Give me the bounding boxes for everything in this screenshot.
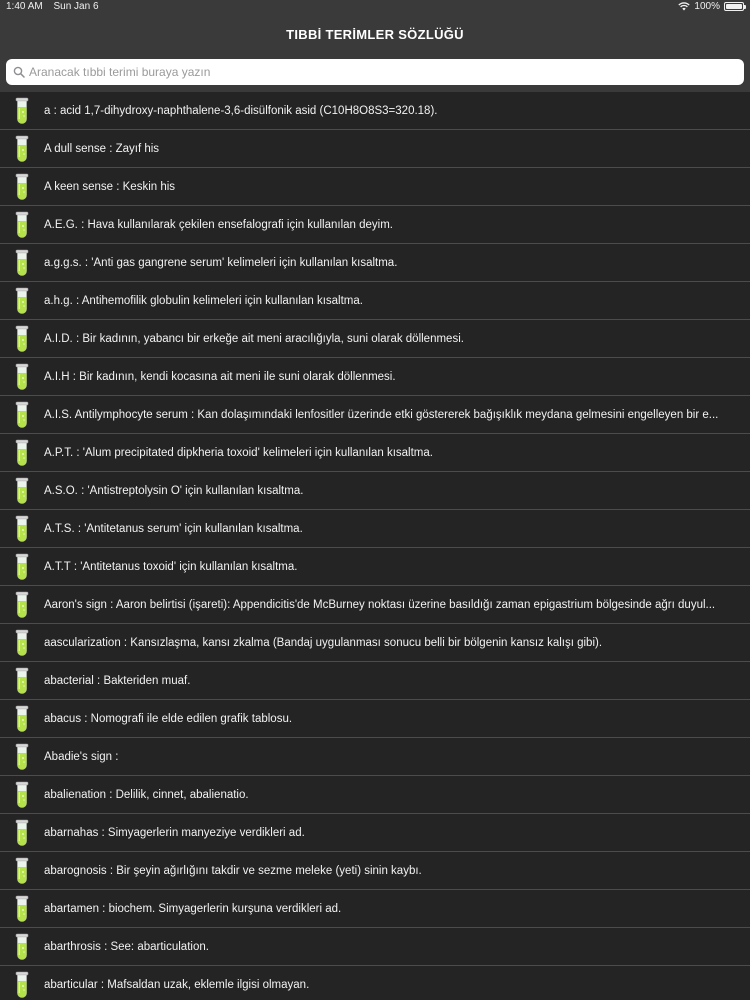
term-row[interactable]: [0, 130, 750, 168]
term-row[interactable]: [0, 282, 750, 320]
term-row[interactable]: [0, 890, 750, 928]
term-text: A.T.T : 'Antitetanus toxoid' için kullanılan kısaltma.: [44, 560, 298, 573]
search-field[interactable]: [6, 59, 744, 85]
term-row[interactable]: [0, 700, 750, 738]
term-list[interactable]: [0, 92, 750, 1000]
battery-icon: [724, 2, 744, 11]
term-text: a.h.g. : Antihemofilik globulin kelimeleri için kullanılan kısaltma.: [44, 294, 363, 307]
test-tube-icon: [15, 895, 29, 923]
test-tube-icon: [15, 705, 29, 733]
term-row[interactable]: [0, 434, 750, 472]
term-text: A.I.H : Bir kadının, kendi kocasına ait meni ile suni olarak döllenmesi.: [44, 370, 396, 383]
term-text: A.P.T. : 'Alum precipitated dipkheria toxoid' kelimeleri için kullanılan kısaltma.: [44, 446, 433, 459]
test-tube-icon: [15, 515, 29, 543]
status-right: [678, 1, 744, 12]
test-tube-icon: [15, 325, 29, 353]
test-tube-icon: [15, 97, 29, 125]
term-row[interactable]: [0, 92, 750, 130]
test-tube-icon: [15, 629, 29, 657]
term-text: A.T.S. : 'Antitetanus serum' için kullanılan kısaltma.: [44, 522, 303, 535]
test-tube-icon: [15, 477, 29, 505]
term-text: A keen sense : Keskin his: [44, 180, 176, 193]
term-row[interactable]: [0, 662, 750, 700]
term-row[interactable]: [0, 966, 750, 1000]
battery-percent: 100%: [694, 1, 720, 12]
term-text: A dull sense : Zayıf his: [44, 142, 160, 155]
test-tube-icon: [15, 933, 29, 961]
term-text: abarticular : Mafsaldan uzak, eklemle ilgisi olmayan.: [44, 978, 310, 991]
term-text: A.S.O. : 'Antistreptolysin O' için kullanılan kısaltma.: [44, 484, 304, 497]
term-text: A.I.S. Antilymphocyte serum : Kan dolaşımındaki lenfositler üzerinde etki göstererek bağışıklık meydana gelmesini engelleyen bir e...: [44, 408, 719, 421]
nav-bar: [0, 14, 750, 54]
term-text: abacus : Nomografi ile elde edilen grafik tablosu.: [44, 712, 293, 725]
term-row[interactable]: [0, 396, 750, 434]
term-row[interactable]: [0, 852, 750, 890]
test-tube-icon: [15, 363, 29, 391]
term-row[interactable]: [0, 928, 750, 966]
term-text: abalienation : Delilik, cinnet, abalienatio.: [44, 788, 249, 801]
test-tube-icon: [15, 401, 29, 429]
test-tube-icon: [15, 249, 29, 277]
term-row[interactable]: [0, 510, 750, 548]
term-text: a : acid 1,7-dihydroxy-naphthalene-3,6-disülfonik asid (C10H8O8S3=320.18).: [44, 104, 438, 117]
test-tube-icon: [15, 553, 29, 581]
term-text: A.I.D. : Bir kadının, yabancı bir erkeğe ait meni aracılığıyla, suni olarak döllenmesi.: [44, 332, 464, 345]
term-row[interactable]: [0, 320, 750, 358]
term-text: abarognosis : Bir şeyin ağırlığını takdir ve sezme meleke (yeti) sinin kaybı.: [44, 864, 422, 877]
term-text: Aaron's sign : Aaron belirtisi (işareti): Appendicitis'de McBurney noktası üzerine basıldığı zaman epigastrium bölgesinde ağrı duyul...: [44, 598, 716, 611]
test-tube-icon: [15, 667, 29, 695]
term-text: Abadie's sign :: [44, 750, 119, 763]
search-input[interactable]: [29, 60, 744, 84]
term-text: a.g.g.s. : 'Anti gas gangrene serum' kelimeleri için kullanılan kısaltma.: [44, 256, 398, 269]
term-row[interactable]: [0, 776, 750, 814]
test-tube-icon: [15, 211, 29, 239]
term-row[interactable]: [0, 814, 750, 852]
test-tube-icon: [15, 135, 29, 163]
test-tube-icon: [15, 971, 29, 999]
term-row[interactable]: [0, 244, 750, 282]
search-icon: [13, 66, 25, 78]
test-tube-icon: [15, 743, 29, 771]
status-date: Sun Jan 6: [53, 1, 99, 12]
term-row[interactable]: [0, 358, 750, 396]
test-tube-icon: [15, 819, 29, 847]
term-text: abarnahas : Simyagerlerin manyeziye verdikleri ad.: [44, 826, 305, 839]
term-text: abacterial : Bakteriden muaf.: [44, 674, 191, 687]
test-tube-icon: [15, 287, 29, 315]
term-row[interactable]: [0, 586, 750, 624]
term-row[interactable]: [0, 472, 750, 510]
test-tube-icon: [15, 173, 29, 201]
status-time: 1:40 AM: [6, 1, 43, 12]
search-bar: [0, 54, 750, 92]
term-row[interactable]: [0, 168, 750, 206]
battery-fill: [726, 4, 742, 9]
term-text: A.E.G. : Hava kullanılarak çekilen ensefalografi için kullanılan deyim.: [44, 218, 394, 231]
status-left: [6, 1, 107, 12]
test-tube-icon: [15, 591, 29, 619]
wifi-icon: [678, 2, 690, 11]
term-text: abartamen : biochem. Simyagerlerin kurşuna verdikleri ad.: [44, 902, 342, 915]
term-row[interactable]: [0, 548, 750, 586]
term-row[interactable]: [0, 738, 750, 776]
test-tube-icon: [15, 857, 29, 885]
test-tube-icon: [15, 439, 29, 467]
page-title: TIBBİ TERİMLER SÖZLÜĞÜ: [286, 26, 464, 42]
term-row[interactable]: [0, 206, 750, 244]
term-text: abarthrosis : See: abarticulation.: [44, 940, 209, 953]
status-bar: [0, 0, 750, 14]
term-row[interactable]: [0, 624, 750, 662]
term-text: aascularization : Kansızlaşma, kansı zkalma (Bandaj uygulanması sonucu belli bir bölgenin kansız kalışı gibi).: [44, 636, 603, 649]
test-tube-icon: [15, 781, 29, 809]
